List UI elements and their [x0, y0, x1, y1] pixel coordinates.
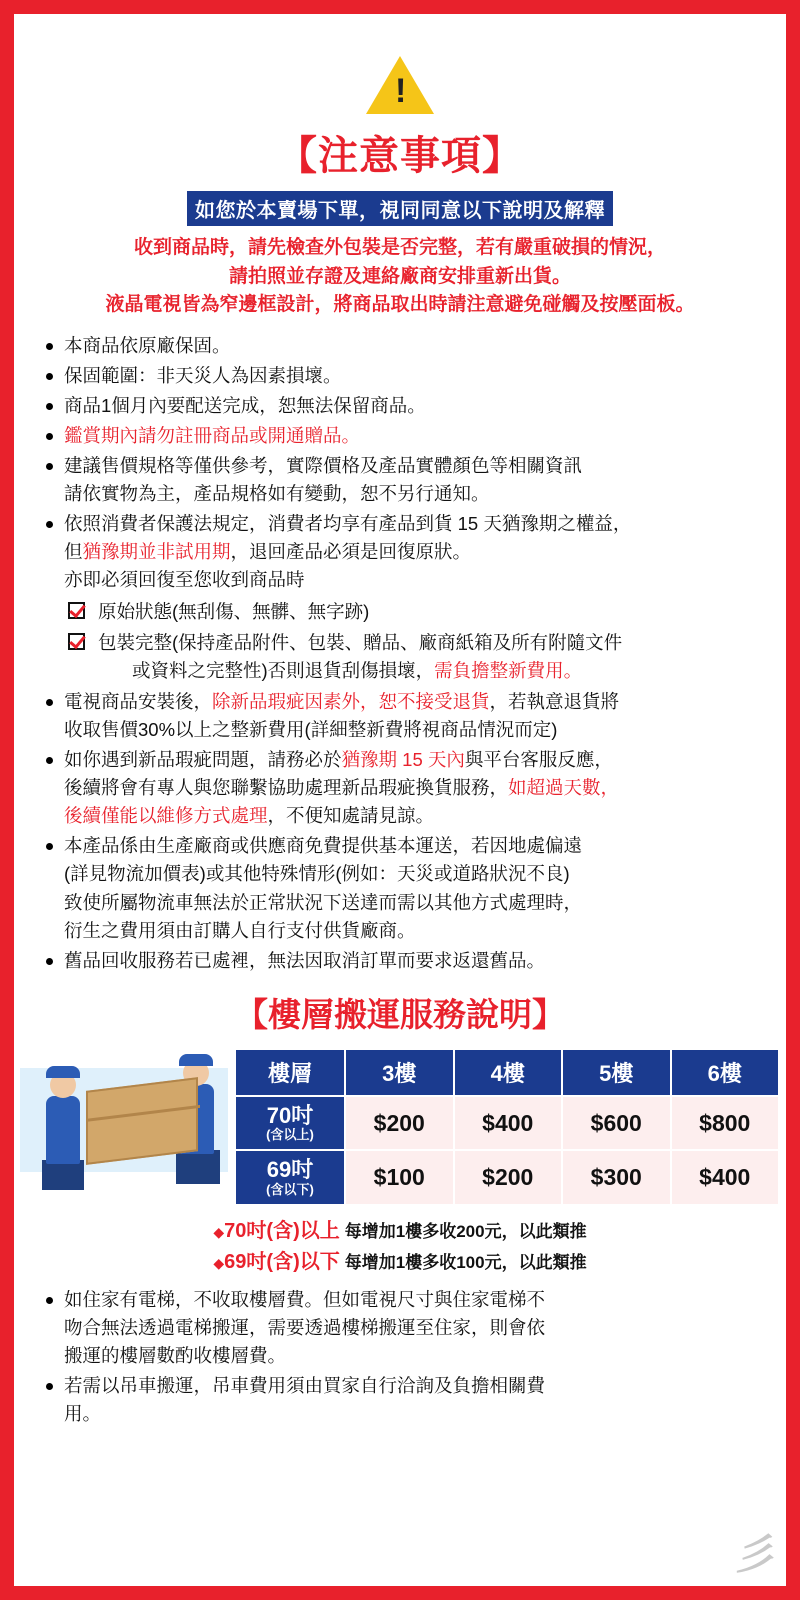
text-span: 猶豫期 15 天內	[341, 748, 465, 770]
list-item-shipping-remote	[44, 832, 774, 944]
list-item-elevator	[44, 1286, 774, 1370]
line	[64, 889, 774, 917]
red-notice-line-1: 收到商品時，請先檢查外包裝是否完整，若有嚴重破損的情況，	[133, 237, 666, 258]
text-span: 包裝完整(保持產品附件、包裝、贈品、廠商紙箱及所有附隨文件	[98, 632, 623, 654]
note-70inch	[20, 1214, 780, 1243]
line	[64, 452, 774, 480]
floor-service-notes-list	[20, 1286, 780, 1429]
cell-70-5f: $600	[562, 1096, 671, 1150]
cell-69-5f: $300	[562, 1150, 671, 1204]
text-span: 需負擔整新費用。	[434, 659, 583, 681]
mover-right-cap	[179, 1054, 213, 1066]
checklist-item-1	[64, 598, 774, 626]
row-label-69inch-sub: (含以下)	[266, 1181, 314, 1197]
checkbox-checked-icon	[68, 633, 85, 650]
line	[98, 657, 774, 685]
red-notice-line-3: 液晶電視皆為窄邊框設計，將商品取出時請注意避免碰觸及按壓面板。	[105, 294, 695, 315]
mover-left-legs	[42, 1160, 84, 1190]
text-span: ，不便知處請見諒。	[267, 805, 435, 827]
line	[64, 716, 774, 744]
cell-70-4f: $400	[454, 1096, 563, 1150]
cell-69-3f: $100	[345, 1150, 454, 1204]
text-span: 如你遇到新品瑕疵問題，請務必於	[64, 748, 342, 770]
th-floor-4: 4樓	[454, 1049, 563, 1096]
text-span: 但	[64, 541, 83, 563]
watermark: 彡	[731, 1533, 774, 1579]
text-span: 依照消費者保護法規定，消費者均享有產品到貨 15 天猶豫期之權益，	[64, 513, 632, 535]
agreement-banner-text: 如您於本賣場下單，視同同意以下說明及解釋	[187, 191, 613, 226]
text-span: 亦即必須回復至您收到商品時	[64, 569, 305, 591]
note-69inch-tail: 每增加1樓多收100元，以此類推	[344, 1252, 587, 1272]
text-span: 本產品係由生產廠商或供應商免費提供基本運送，若因地處偏遠	[64, 835, 583, 857]
diamond-icon: ◆	[213, 1254, 225, 1271]
note-69inch	[20, 1245, 780, 1274]
list-item-warranty	[44, 332, 774, 360]
extra-floor-notes	[20, 1214, 780, 1274]
th-floor-6: 6樓	[671, 1049, 780, 1096]
cardboard-box-icon	[86, 1077, 198, 1165]
text-span: 請依實物為主，產品規格如有變動，恕不另行通知。	[64, 483, 490, 505]
text-span: ，退回產品必須是回復原狀。	[230, 541, 472, 563]
cell-70-6f: $800	[671, 1096, 780, 1150]
cell-70-3f: $200	[345, 1096, 454, 1150]
text-span: 後續僅能以維修方式處理	[64, 805, 268, 827]
row-label-70inch	[235, 1096, 345, 1150]
return-condition-checklist	[64, 598, 774, 684]
text-span: ，若執意退貨將	[489, 690, 620, 712]
text-span: 致使所屬物流車無法於正常狀況下送達而需以其他方式處理時，	[64, 891, 583, 913]
list-item-crane	[44, 1372, 774, 1428]
line: 如住家有電梯，不收取樓層費。但如電視尺寸與住家電梯不	[64, 1288, 546, 1310]
text-span: 舊品回收服務若已處裡，無法因取消訂單而要求返還舊品。	[64, 949, 546, 971]
line	[64, 746, 774, 774]
mover-left-body	[46, 1096, 80, 1164]
text-span: 收取售價30%以上之整新費用(詳細整新費將視商品情況而定)	[64, 718, 558, 740]
table-header-row	[235, 1049, 779, 1096]
diamond-icon: ◆	[213, 1223, 225, 1240]
text-span: 除新品瑕疵因素外，恕不接受退貨	[212, 690, 490, 712]
floor-fee-table	[234, 1048, 780, 1206]
line: 若需以吊車搬運，吊車費用須由買家自行洽詢及負擔相關費	[64, 1375, 546, 1397]
list-item-no-register	[44, 422, 774, 450]
checkbox-checked-icon	[68, 602, 85, 619]
note-70inch-tail: 每增加1樓多收200元，以此類推	[344, 1221, 587, 1241]
th-floor-5: 5樓	[562, 1049, 671, 1096]
line	[64, 860, 774, 888]
floor-service-title: 【樓層搬運服務說明】	[235, 995, 565, 1033]
th-floor: 樓層	[235, 1049, 345, 1096]
checklist-item-2	[64, 629, 774, 685]
text-span: 如超過天數，	[508, 777, 620, 799]
note-70inch-lead: 70吋(含)以上	[224, 1219, 340, 1242]
cell-69-4f: $200	[454, 1150, 563, 1204]
list-item-warranty-scope	[44, 362, 774, 390]
text-span: (詳見物流加價表)或其他特殊情形(例如：天災或道路狀況不良)	[64, 863, 570, 885]
table-row	[235, 1096, 779, 1150]
line	[64, 832, 774, 860]
line	[64, 538, 774, 566]
text-span: 建議售價規格等僅供參考，實際價格及產品實體顏色等相關資訊	[64, 454, 583, 476]
warning-triangle-icon	[366, 56, 434, 114]
list-item-delivery-month	[44, 392, 774, 420]
text-span: 衍生之費用須由訂購人自行支付供貨廠商。	[64, 919, 416, 941]
row-label-70inch-sub: (含以上)	[266, 1127, 314, 1143]
list-item-spec-reference	[44, 452, 774, 508]
row-label-69inch	[235, 1150, 345, 1204]
warning-icon-wrap	[20, 56, 780, 114]
line: 吻合無法透過電梯搬運，需要透過樓梯搬運至住家，則會依	[64, 1316, 546, 1338]
mover-left-cap	[46, 1066, 80, 1078]
list-item-defect-report	[44, 746, 774, 830]
agreement-banner	[20, 191, 780, 226]
line: 用。	[64, 1403, 102, 1425]
text-span: 猶豫期並非試用期	[82, 541, 231, 563]
movers-carrying-box-illustration	[20, 1044, 230, 1204]
page-content	[20, 20, 780, 1580]
text-span: 後續將會有專人與您聯繫協助處理新品瑕疵換貨服務，	[64, 777, 509, 799]
floor-service-section	[20, 989, 780, 1429]
cell-69-6f: $400	[671, 1150, 780, 1204]
text-span: 與平台客服反應，	[464, 748, 613, 770]
exclamation-mark: !	[395, 72, 407, 110]
page-title: 【注意事項】	[277, 134, 523, 178]
floor-service-body	[20, 1044, 780, 1206]
line	[64, 917, 774, 945]
list-item-install-no-return	[44, 688, 774, 744]
notice-list	[20, 332, 780, 975]
line	[64, 688, 774, 716]
line	[64, 774, 774, 802]
note-69inch-lead: 69吋(含)以下	[224, 1250, 340, 1273]
red-notice-block	[20, 234, 780, 320]
line	[64, 510, 774, 538]
line: 搬運的樓層數酌收樓層費。	[64, 1345, 287, 1367]
mover-right-legs	[176, 1150, 220, 1184]
table-row	[235, 1150, 779, 1204]
red-notice-line-2: 請拍照並存證及連絡廠商安排重新出貨。	[228, 265, 571, 287]
text-span: 鑑賞期內請勿註冊商品或開通贈品。	[64, 424, 361, 446]
text-span: 本商品依原廠保固。	[64, 334, 231, 356]
list-item-old-recycle	[44, 947, 774, 975]
line	[64, 566, 774, 594]
row-label-69inch-main: 69吋	[266, 1157, 314, 1183]
text-span: 電視商品安裝後，	[64, 690, 213, 712]
list-item-cooling-off	[44, 510, 774, 685]
row-label-70inch-main: 70吋	[266, 1102, 314, 1128]
th-floor-3: 3樓	[345, 1049, 454, 1096]
line	[64, 480, 774, 508]
text-span: 原始狀態(無刮傷、無髒、無字跡)	[98, 601, 370, 623]
text-span: 或資料之完整性)否則退貨刮傷損壞，	[132, 659, 435, 681]
text-span: 商品1個月內要配送完成，恕無法保留商品。	[64, 394, 426, 416]
text-span: 保固範圍：非天災人為因素損壞。	[64, 364, 342, 386]
line	[64, 802, 774, 830]
